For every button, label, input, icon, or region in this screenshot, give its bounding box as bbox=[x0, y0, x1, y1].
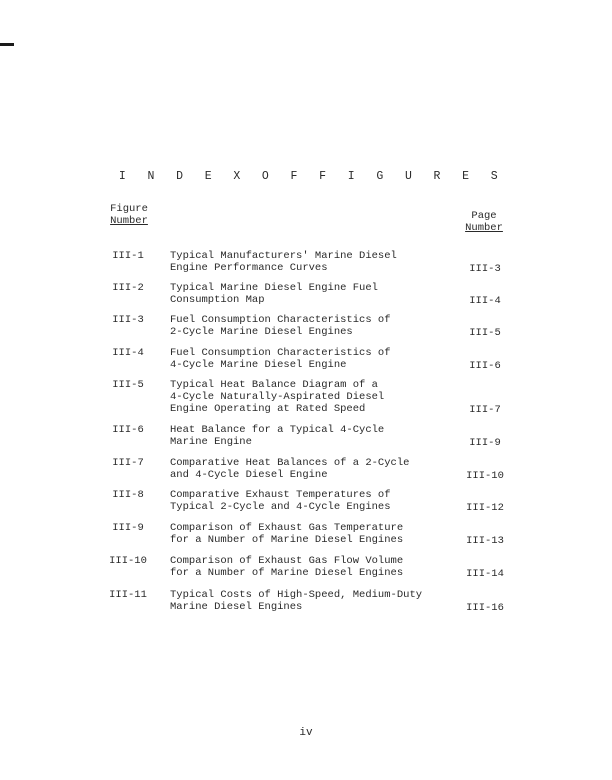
figure-number: III-8 bbox=[112, 489, 144, 501]
figure-title-line: Consumption Map bbox=[170, 294, 265, 306]
figure-title-line: for a Number of Marine Diesel Engines bbox=[170, 567, 404, 579]
figure-title-line: for a Number of Marine Diesel Engines bbox=[170, 534, 404, 546]
page-header-line2: Number bbox=[465, 222, 503, 234]
figure-title-line: Typical Manufacturers' Marine Diesel bbox=[170, 250, 397, 262]
figure-number: III-6 bbox=[112, 424, 144, 436]
figure-title-line: Engine Operating at Rated Speed bbox=[170, 403, 366, 415]
figure-title bbox=[170, 379, 450, 415]
figure-title-line: Comparative Exhaust Temperatures of bbox=[170, 489, 391, 501]
figure-page: III-12 bbox=[466, 502, 504, 514]
figure-number: III-10 bbox=[109, 555, 147, 567]
figure-title bbox=[170, 489, 450, 513]
figure-title-line: Marine Diesel Engines bbox=[170, 601, 303, 613]
figure-title bbox=[170, 314, 450, 338]
figure-page: III-3 bbox=[469, 263, 501, 275]
figure-number: III-2 bbox=[112, 282, 144, 294]
figure-title-line: and 4-Cycle Diesel Engine bbox=[170, 469, 328, 481]
figure-page: III-14 bbox=[466, 568, 504, 580]
figure-title-line: Comparison of Exhaust Gas Temperature bbox=[170, 522, 404, 534]
figure-number-header bbox=[103, 203, 155, 227]
figure-title-line: Comparison of Exhaust Gas Flow Volume bbox=[170, 555, 404, 567]
page-title: I N D E X O F F I G U R E S bbox=[118, 170, 506, 183]
figure-page: III-7 bbox=[469, 404, 501, 416]
figure-title bbox=[170, 347, 450, 371]
figure-page: III-4 bbox=[469, 295, 501, 307]
figure-title-line: 2-Cycle Marine Diesel Engines bbox=[170, 326, 353, 338]
figure-title bbox=[170, 250, 450, 274]
figure-title bbox=[170, 589, 450, 613]
figure-number: III-1 bbox=[112, 250, 144, 262]
figure-title-line: Fuel Consumption Characteristics of bbox=[170, 347, 391, 359]
figure-title bbox=[170, 282, 450, 306]
figure-title-line: Typical Costs of High-Speed, Medium-Duty bbox=[170, 589, 423, 601]
figure-title-line: 4-Cycle Naturally-Aspirated Diesel bbox=[170, 391, 385, 403]
figure-title-line: Typical Heat Balance Diagram of a bbox=[170, 379, 378, 391]
figure-page: III-9 bbox=[469, 437, 501, 449]
figure-title-line: 4-Cycle Marine Diesel Engine bbox=[170, 359, 347, 371]
figure-title-line: Comparative Heat Balances of a 2-Cycle bbox=[170, 457, 410, 469]
figure-title-line: Marine Engine bbox=[170, 436, 252, 448]
figure-number: III-4 bbox=[112, 347, 144, 359]
figure-header-line2: Number bbox=[110, 215, 148, 227]
figure-page: III-5 bbox=[469, 327, 501, 339]
figure-number: III-9 bbox=[112, 522, 144, 534]
figure-title bbox=[170, 457, 450, 481]
page-number-header bbox=[456, 210, 512, 234]
figure-number: III-11 bbox=[109, 589, 147, 601]
figure-title-line: Typical 2-Cycle and 4-Cycle Engines bbox=[170, 501, 391, 513]
figure-title-line: Heat Balance for a Typical 4-Cycle bbox=[170, 424, 385, 436]
figure-title-line: Fuel Consumption Characteristics of bbox=[170, 314, 391, 326]
figure-title-line: Engine Performance Curves bbox=[170, 262, 328, 274]
figure-number: III-7 bbox=[112, 457, 144, 469]
page-header-line1: Page bbox=[471, 210, 497, 222]
figure-page: III-6 bbox=[469, 360, 501, 372]
figure-number: III-5 bbox=[112, 379, 144, 391]
figure-title bbox=[170, 522, 450, 546]
scan-edge-mark bbox=[0, 43, 14, 46]
figure-page: III-10 bbox=[466, 470, 504, 482]
figure-title bbox=[170, 424, 450, 448]
figure-header-line1: Figure bbox=[110, 203, 148, 215]
figure-title bbox=[170, 555, 450, 579]
page-folio: iv bbox=[299, 727, 313, 739]
figure-page: III-13 bbox=[466, 535, 504, 547]
figure-number: III-3 bbox=[112, 314, 144, 326]
figure-page: III-16 bbox=[466, 602, 504, 614]
figure-title-line: Typical Marine Diesel Engine Fuel bbox=[170, 282, 378, 294]
